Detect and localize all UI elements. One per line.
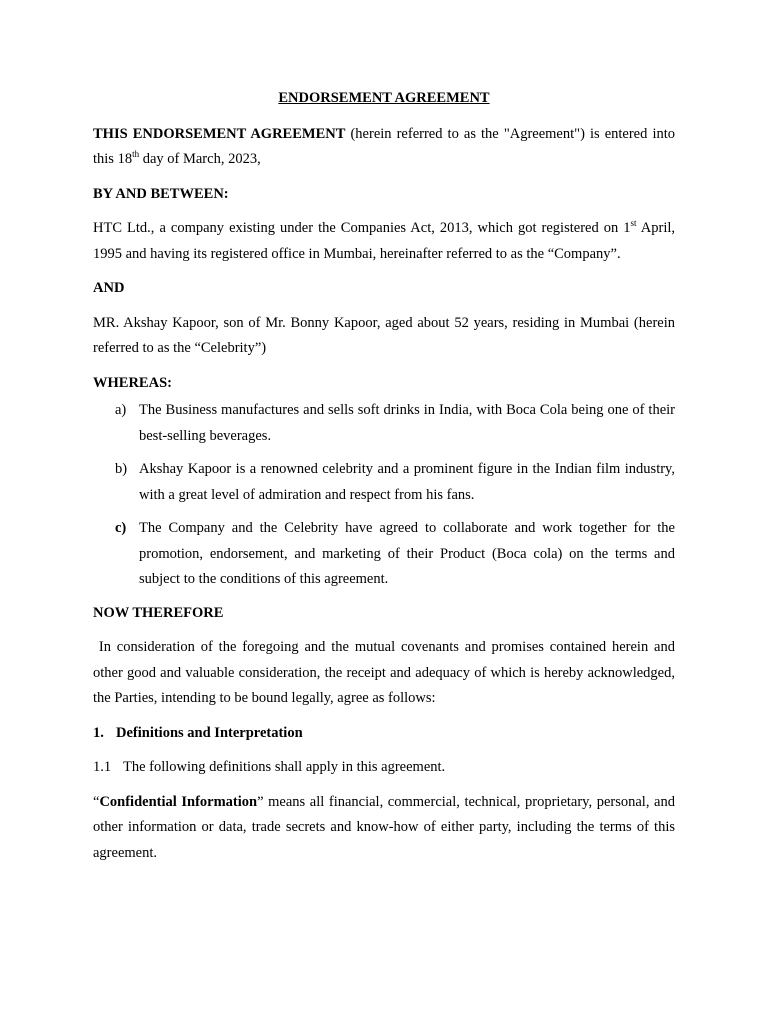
party1-paragraph [93,216,675,267]
party1-text-b: April, 1995 and having its registered office in Mumbai, hereinafter referred to as the “Company”. [93,220,676,262]
definition-open-quote: “ [93,793,100,810]
list-item-text: Akshay Kapoor is a renowned celebrity and a prominent figure in the Indian film industry, with a great level of admiration and respect from his fans. [139,461,675,503]
section-number: 1. [93,724,104,741]
section-heading [93,721,675,747]
between-heading: BY AND BETWEEN: [93,185,229,202]
consideration-paragraph: In consideration of the foregoing and the mutual covenants and promises contained herein and other good and valuable consideration, the receipt and adequacy of which is hereby acknowledged, the Parties, intending to be bound legally, agree as follows: [93,639,679,706]
list-item [93,457,675,508]
clause-1-1 [93,755,675,781]
intro-text-a: (herein referred to as the "Agreement") is entered into this 18 [93,125,675,167]
whereas-heading: WHEREAS: [93,374,172,391]
and-heading: AND [93,280,125,296]
section-title: Definitions and Interpretation [116,724,303,741]
intro-ordinal: th [132,149,140,160]
document-title: ENDORSEMENT AGREEMENT [278,90,490,106]
clause-number: 1.1 [93,759,112,775]
party2-paragraph: MR. Akshay Kapoor, son of Mr. Bonny Kapoor, aged about 52 years, residing in Mumbai (herein referred to as the “Celebrity”) [93,314,675,356]
intro-paragraph [93,122,675,173]
list-marker: a) [115,402,127,418]
now-therefore-heading: NOW THEREFORE [93,604,224,621]
list-item [93,516,675,593]
recitals-list [93,398,675,593]
list-marker: c) [115,520,127,536]
list-marker: b) [115,461,128,477]
list-item-text: The Company and the Celebrity have agreed to collaborate and work together for the promotion, endorsement, and marketing of their Product (Boca cola) on the terms and subject to the conditions of this agreement. [139,520,675,587]
party1-text-a: HTC Ltd., a company existing under the Companies Act, 2013, which got registered on 1 [93,220,631,236]
list-item-text: The Business manufactures and sells soft drinks in India, with Boca Cola being one of their best-selling beverages. [139,402,675,444]
document-body [93,86,679,875]
definition-term: Confidential Information [99,793,258,810]
list-item [93,398,675,449]
definition-text: ” means all financial, commercial, technical, proprietary, personal, and other information or data, trade secrets and know-how of either party, including the terms of this agreement. [93,793,675,861]
definition-paragraph [93,790,675,867]
party1-ordinal: st [630,218,637,229]
intro-lead: THIS ENDORSEMENT AGREEMENT [93,125,346,142]
intro-text-b: day of March, 2023, [139,151,261,167]
clause-text: The following definitions shall apply in this agreement. [123,759,446,775]
